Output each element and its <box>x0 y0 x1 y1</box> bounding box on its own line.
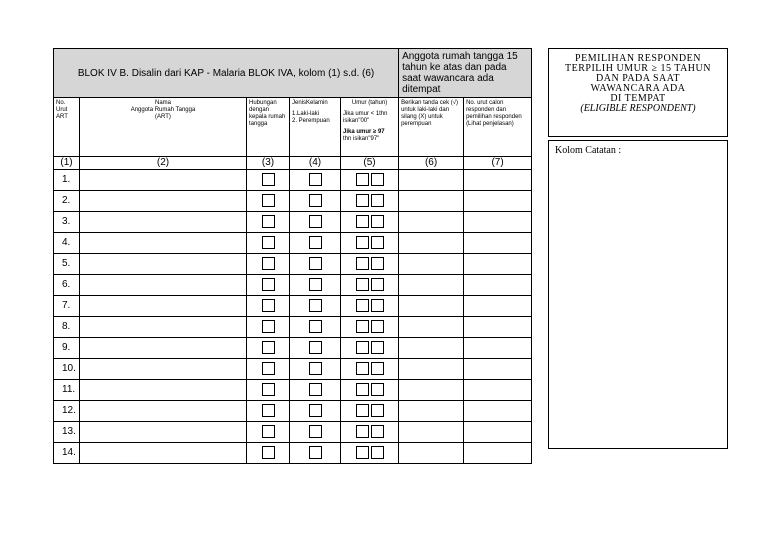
entry-box[interactable] <box>309 383 322 396</box>
age-boxes <box>341 191 399 212</box>
name-field[interactable] <box>80 359 247 380</box>
name-field[interactable] <box>80 338 247 359</box>
row-number: 5. <box>54 254 80 275</box>
name-field[interactable] <box>80 317 247 338</box>
table-row <box>54 254 532 275</box>
table-row <box>54 191 532 212</box>
respondent-number-field[interactable] <box>464 317 532 338</box>
entry-box[interactable] <box>371 425 384 438</box>
notes-label: Kolom Catatan : <box>555 145 622 156</box>
umur-note3: thn isikan"97" <box>343 136 380 142</box>
entry-box[interactable] <box>371 446 384 459</box>
age-boxes <box>341 380 399 401</box>
respondent-number-field[interactable] <box>464 170 532 191</box>
sex-box <box>290 401 341 422</box>
age-boxes <box>341 422 399 443</box>
entry-box[interactable] <box>309 236 322 249</box>
entry-box[interactable] <box>262 278 275 291</box>
jenis-kelamin-opt1: 1.Laki-laki <box>292 111 320 117</box>
check-field[interactable] <box>399 338 464 359</box>
entry-box[interactable] <box>262 383 275 396</box>
title-line: WAWANCARA ADA <box>590 83 686 94</box>
respondent-number-field[interactable] <box>464 212 532 233</box>
column-number: (7) <box>464 157 532 170</box>
check-field[interactable] <box>399 170 464 191</box>
check-field[interactable] <box>399 233 464 254</box>
entry-box[interactable] <box>356 362 369 375</box>
entry-box[interactable] <box>356 404 369 417</box>
umur-note2: Jika umur ≥ 97 <box>343 129 385 135</box>
respondent-number-field[interactable] <box>464 233 532 254</box>
title-line: PEMILIHAN RESPONDEN <box>575 53 701 64</box>
entry-box[interactable] <box>371 215 384 228</box>
block-title: BLOK IV B. Disalin dari KAP - Malaria BLOK IVA, kolom (1) s.d. (6) <box>54 49 399 98</box>
row-number: 12. <box>54 401 80 422</box>
age-boxes <box>341 443 399 464</box>
table-row <box>54 380 532 401</box>
name-field[interactable] <box>80 422 247 443</box>
relationship-box <box>247 212 290 233</box>
check-field[interactable] <box>399 422 464 443</box>
entry-box[interactable] <box>356 425 369 438</box>
relationship-box <box>247 422 290 443</box>
relationship-box <box>247 275 290 296</box>
entry-box[interactable] <box>309 257 322 270</box>
check-field[interactable] <box>399 191 464 212</box>
relationship-box <box>247 170 290 191</box>
title-line: DI TEMPAT <box>610 93 666 104</box>
col-header-nama-line2: Anggota Rumah Tangga <box>130 107 196 113</box>
entry-box[interactable] <box>371 404 384 417</box>
sex-box <box>290 317 341 338</box>
table-row <box>54 233 532 254</box>
table-row <box>54 317 532 338</box>
table-row <box>54 401 532 422</box>
age-boxes <box>341 170 399 191</box>
notes-panel[interactable] <box>548 140 728 449</box>
sex-box <box>290 212 341 233</box>
sex-box <box>290 359 341 380</box>
entry-box[interactable] <box>356 236 369 249</box>
entry-box[interactable] <box>309 299 322 312</box>
row-number: 7. <box>54 296 80 317</box>
row-number: 2. <box>54 191 80 212</box>
sex-box <box>290 422 341 443</box>
entry-box[interactable] <box>356 299 369 312</box>
sex-box <box>290 443 341 464</box>
check-field[interactable] <box>399 317 464 338</box>
relationship-box <box>247 359 290 380</box>
entry-box[interactable] <box>262 299 275 312</box>
entry-box[interactable] <box>356 215 369 228</box>
check-field[interactable] <box>399 443 464 464</box>
sex-box <box>290 380 341 401</box>
sex-box <box>290 170 341 191</box>
col-header-no-urut-calon: No. urut calon responden dan pemilihan responden (Lihat penjelasan) <box>464 98 532 157</box>
check-field[interactable] <box>399 212 464 233</box>
entry-box[interactable] <box>371 341 384 354</box>
name-field[interactable] <box>80 170 247 191</box>
sex-box <box>290 338 341 359</box>
relationship-box <box>247 191 290 212</box>
entry-box[interactable] <box>356 173 369 186</box>
age-boxes <box>341 317 399 338</box>
sex-box <box>290 296 341 317</box>
sex-box <box>290 275 341 296</box>
entry-box[interactable] <box>356 278 369 291</box>
row-number: 8. <box>54 317 80 338</box>
respondent-number-field[interactable] <box>464 338 532 359</box>
col-header-hubungan: Hubungan dengan kepala rumah tangga <box>247 98 290 157</box>
name-field[interactable] <box>80 233 247 254</box>
title-line-eligible: (ELIGIBLE RESPONDENT) <box>580 103 696 114</box>
name-field[interactable] <box>80 275 247 296</box>
sex-box <box>290 191 341 212</box>
row-number: 10. <box>54 359 80 380</box>
entry-box[interactable] <box>309 404 322 417</box>
check-field[interactable] <box>399 401 464 422</box>
age-boxes <box>341 359 399 380</box>
entry-box[interactable] <box>309 425 322 438</box>
relationship-box <box>247 338 290 359</box>
jenis-kelamin-opt2: 2. Perempuan <box>292 118 330 124</box>
column-number: (2) <box>80 157 247 170</box>
entry-box[interactable] <box>262 236 275 249</box>
relationship-box <box>247 296 290 317</box>
row-number: 11. <box>54 380 80 401</box>
entry-box[interactable] <box>309 446 322 459</box>
respondent-number-field[interactable] <box>464 380 532 401</box>
col-header-tanda-cek: Berikan tanda cek (√) untuk laki-laki dan silang (X) untuk perempuan <box>399 98 464 157</box>
entry-box[interactable] <box>309 341 322 354</box>
entry-box[interactable] <box>371 236 384 249</box>
name-field[interactable] <box>80 443 247 464</box>
entry-box[interactable] <box>356 320 369 333</box>
check-field[interactable] <box>399 296 464 317</box>
entry-box[interactable] <box>371 194 384 207</box>
age-boxes <box>341 338 399 359</box>
column-number: (4) <box>290 157 341 170</box>
table-row <box>54 359 532 380</box>
row-number: 1. <box>54 170 80 191</box>
row-number: 6. <box>54 275 80 296</box>
respondent-number-field[interactable] <box>464 254 532 275</box>
col-header-nama-line1: Nama <box>154 100 171 106</box>
entry-box[interactable] <box>309 215 322 228</box>
title-line: DAN PADA SAAT <box>596 73 680 84</box>
jenis-kelamin-title: JenisKelamin <box>292 100 328 106</box>
name-field[interactable] <box>80 401 247 422</box>
entry-box[interactable] <box>356 257 369 270</box>
check-field[interactable] <box>399 380 464 401</box>
respondent-table <box>53 48 532 464</box>
name-field[interactable] <box>80 254 247 275</box>
table-row <box>54 338 532 359</box>
name-field[interactable] <box>80 380 247 401</box>
relationship-box <box>247 380 290 401</box>
check-field[interactable] <box>399 359 464 380</box>
age-boxes <box>341 275 399 296</box>
entry-box[interactable] <box>262 341 275 354</box>
column-number: (6) <box>399 157 464 170</box>
umur-note1: Jika umur < 1thn isikan"00" <box>343 111 388 124</box>
col-header-no-urut: No. Urut ART <box>54 98 80 157</box>
respondent-number-field[interactable] <box>464 422 532 443</box>
respondent-number-field[interactable] <box>464 359 532 380</box>
entry-box[interactable] <box>262 320 275 333</box>
respondent-number-field[interactable] <box>464 443 532 464</box>
selection-title-panel <box>548 48 728 137</box>
table-row <box>54 212 532 233</box>
sex-box <box>290 233 341 254</box>
entry-box[interactable] <box>371 278 384 291</box>
column-number-row <box>54 157 532 170</box>
table-row <box>54 296 532 317</box>
relationship-box <box>247 254 290 275</box>
entry-box[interactable] <box>371 173 384 186</box>
title-line: TERPILIH UMUR ≥ 15 TAHUN <box>565 63 711 74</box>
entry-box[interactable] <box>371 299 384 312</box>
entry-box[interactable] <box>262 194 275 207</box>
table-row <box>54 422 532 443</box>
table-row <box>54 443 532 464</box>
respondent-number-field[interactable] <box>464 296 532 317</box>
entry-box[interactable] <box>371 257 384 270</box>
entry-box[interactable] <box>371 362 384 375</box>
col-header-nama-line3: (ART) <box>155 114 171 120</box>
entry-box[interactable] <box>309 362 322 375</box>
entry-box[interactable] <box>356 446 369 459</box>
row-number: 4. <box>54 233 80 254</box>
entry-box[interactable] <box>356 341 369 354</box>
entry-box[interactable] <box>262 362 275 375</box>
entry-box[interactable] <box>356 194 369 207</box>
age-boxes <box>341 401 399 422</box>
respondent-number-field[interactable] <box>464 275 532 296</box>
entry-box[interactable] <box>309 194 322 207</box>
column-number: (1) <box>54 157 80 170</box>
entry-box[interactable] <box>309 173 322 186</box>
entry-box[interactable] <box>262 257 275 270</box>
side-title: Anggota rumah tangga 15 tahun ke atas dan pada saat wawancara ada ditempat <box>399 49 532 98</box>
relationship-box <box>247 401 290 422</box>
table-row <box>54 170 532 191</box>
age-boxes <box>341 212 399 233</box>
entry-box[interactable] <box>371 320 384 333</box>
row-number: 3. <box>54 212 80 233</box>
name-field[interactable] <box>80 296 247 317</box>
respondent-number-field[interactable] <box>464 401 532 422</box>
column-number: (5) <box>341 157 399 170</box>
check-field[interactable] <box>399 254 464 275</box>
entry-box[interactable] <box>309 320 322 333</box>
col-header-umur <box>341 98 399 157</box>
row-number: 14. <box>54 443 80 464</box>
entry-box[interactable] <box>371 383 384 396</box>
entry-box[interactable] <box>262 173 275 186</box>
age-boxes <box>341 233 399 254</box>
age-boxes <box>341 254 399 275</box>
col-header-jenis-kelamin <box>290 98 341 157</box>
name-field[interactable] <box>80 212 247 233</box>
relationship-box <box>247 317 290 338</box>
entry-box[interactable] <box>262 215 275 228</box>
col-header-nama <box>80 98 247 157</box>
entry-box[interactable] <box>262 425 275 438</box>
relationship-box <box>247 233 290 254</box>
table-row <box>54 275 532 296</box>
entry-box[interactable] <box>262 404 275 417</box>
respondent-number-field[interactable] <box>464 191 532 212</box>
check-field[interactable] <box>399 275 464 296</box>
row-number: 13. <box>54 422 80 443</box>
row-number: 9. <box>54 338 80 359</box>
entry-box[interactable] <box>309 278 322 291</box>
sex-box <box>290 254 341 275</box>
entry-box[interactable] <box>356 383 369 396</box>
age-boxes <box>341 296 399 317</box>
entry-box[interactable] <box>262 446 275 459</box>
relationship-box <box>247 443 290 464</box>
column-number: (3) <box>247 157 290 170</box>
umur-title: Umur (tahun) <box>351 100 388 106</box>
name-field[interactable] <box>80 191 247 212</box>
